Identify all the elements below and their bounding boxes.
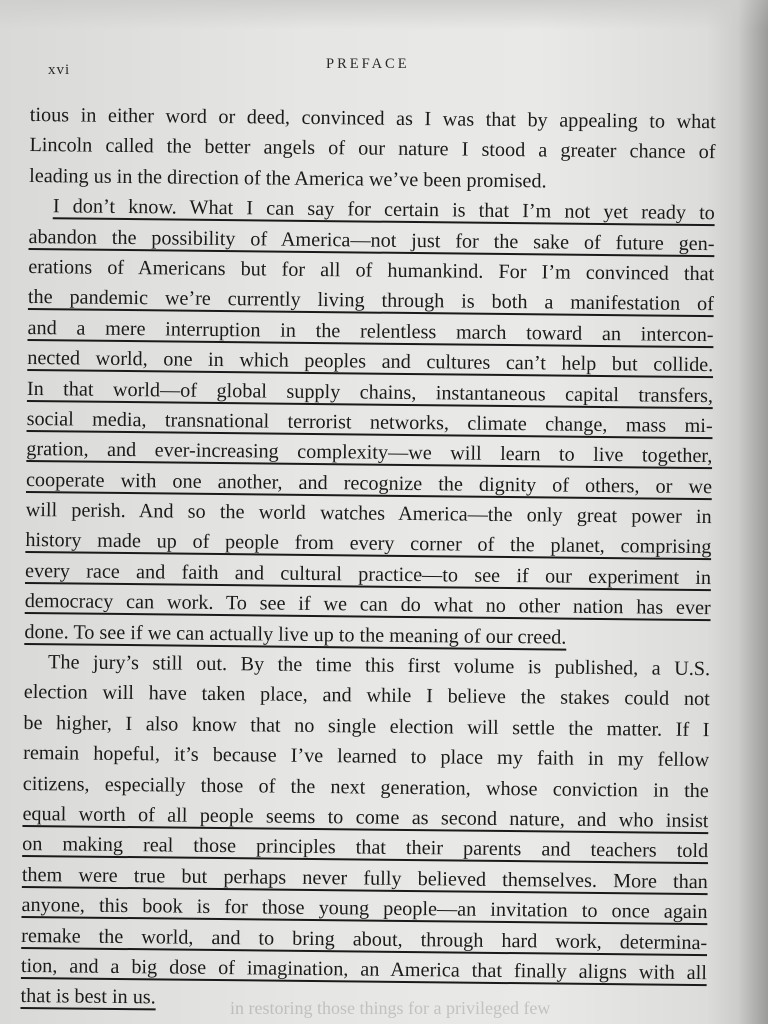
text-line: The jury’s still out. By the time this first volume is published, a U.S. bbox=[47, 651, 711, 681]
text-line-underlined: democracy can work. To see if we can do what no other nation has ever bbox=[24, 590, 711, 620]
text-line-underlined: cooperate with one another, and recognize the dignity of others, or we bbox=[25, 468, 713, 498]
text-line: be higher, I also know that no single election will settle the matter. If I bbox=[23, 711, 710, 741]
text-line: election will have taken place, and while I believe the stakes could not bbox=[23, 681, 710, 711]
text-line-underlined: history made up of people from every corner of the planet, comprising bbox=[25, 529, 712, 559]
text-line-underlined: remake the world, and to bring about, through hard work, determina- bbox=[21, 924, 708, 954]
text-line-underlined: In that world—of global supply chains, instantaneous capital transfers, bbox=[26, 377, 714, 407]
text-line-underlined: equal worth of all people seems to come as second nature, and who insist bbox=[22, 802, 709, 833]
page-number: xvi bbox=[48, 62, 71, 78]
text-line-underlined: and a mere interruption in the relentless march toward an intercon- bbox=[27, 316, 714, 346]
text-line: erations of Americans but for all of humankind. For I’m convinced that bbox=[28, 255, 715, 286]
text-line-underlined: every race and faith and cultural practice—to see if our experiment in bbox=[24, 559, 712, 590]
text-line-underlined: anyone, this book is for those young people—an invitation to once again bbox=[21, 894, 708, 924]
text-line-underlined: the pandemic we’re currently living through is both a manifestation of bbox=[27, 286, 715, 316]
text-line-underlined: that is best in us. bbox=[20, 985, 156, 1009]
text-line: remain hopeful, it’s because I’ve learned to place my faith in my fellow bbox=[23, 742, 710, 772]
text-line-underlined: on making real those principles that their parents and teachers told bbox=[22, 833, 709, 863]
bleed-through-text: in restoring those things for a privileged few bbox=[230, 998, 551, 1018]
text-line-underlined: I don’t know. What I can say for certain is that I’m not yet ready to bbox=[52, 195, 715, 225]
body-text bbox=[20, 100, 716, 1019]
text-line-underlined: gration, and ever-increasing complexity—we will learn to live together, bbox=[26, 438, 713, 468]
text-line: will perish. And so the world watches America—the only great power in bbox=[25, 499, 712, 529]
text-line-underlined: tion, and a big dose of imagination, an America that finally aligns with all bbox=[20, 954, 708, 985]
running-head: PREFACE bbox=[326, 56, 410, 72]
text-line: tious in either word or deed, convinced as I was that by appealing to what bbox=[29, 103, 716, 134]
text-line: leading us in the direction of the America we’ve been promised. bbox=[29, 164, 547, 193]
text-line-underlined: social media, transnational terrorist networks, climate change, mass mi- bbox=[26, 407, 713, 438]
text-line-underlined: nected world, one in which peoples and cultures can’t help but collide. bbox=[27, 347, 714, 377]
text-line: Lincoln called the better angels of our nature I stood a greater chance of bbox=[29, 134, 716, 164]
page-edge-shadow bbox=[738, 0, 768, 1024]
text-line-underlined: abandon the possibility of America—not just for the sake of future gen- bbox=[28, 225, 715, 255]
page-top-shadow bbox=[0, 0, 768, 30]
page-header bbox=[48, 52, 708, 82]
text-line-underlined: done. To see if we can actually live up to the meaning of our creed. bbox=[24, 620, 567, 649]
text-line-underlined: them were true but perhaps never fully believed themselves. More than bbox=[21, 863, 708, 893]
text-line: citizens, especially those of the next generation, whose conviction in the bbox=[22, 772, 709, 802]
